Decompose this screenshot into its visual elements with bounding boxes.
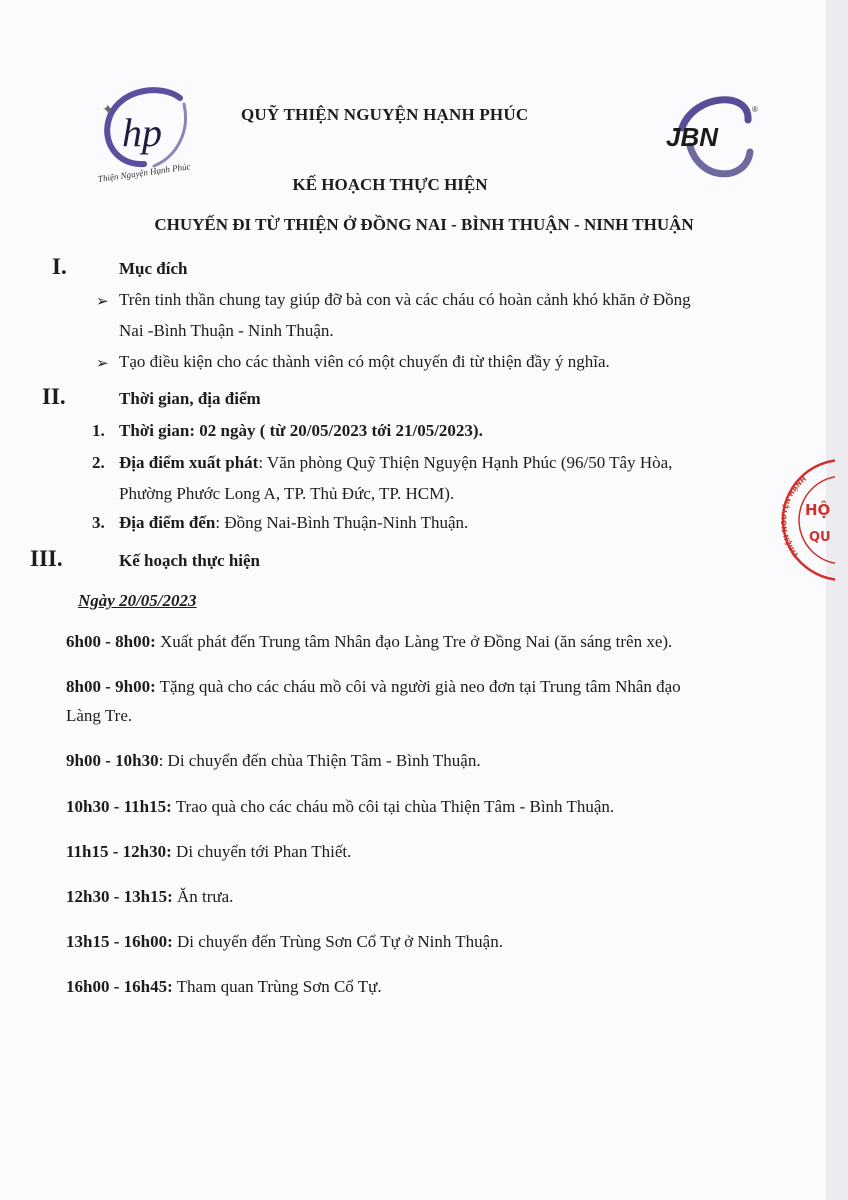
schedule-desc: Di chuyển tới Phan Thiết.: [171, 842, 352, 861]
item-2-text: : Văn phòng Quỹ Thiện Nguyện Hạnh Phúc (96/50 Tây Hòa,: [258, 453, 673, 472]
item-2-number: 2.: [92, 453, 105, 472]
schedule-desc: Ăn trưa.: [172, 887, 234, 906]
hp-logo: [92, 80, 202, 190]
schedule-item: [66, 887, 233, 907]
scan-edge: [826, 0, 848, 1200]
document-title: KẾ HOẠCH THỰC HIỆN: [292, 175, 488, 194]
jbn-logo: [660, 90, 770, 185]
section-2-numeral: II.: [42, 384, 66, 409]
hp-logo-tagline: Thiện Nguyện Hạnh Phúc: [97, 161, 192, 185]
section-1-numeral: I.: [52, 254, 67, 279]
hp-logo-text: hp: [122, 110, 162, 155]
item-3-label: Địa điểm đến: [119, 513, 216, 532]
jbn-logo-text: JBN: [666, 122, 719, 152]
schedule-time: 6h00 - 8h00:: [66, 632, 156, 651]
schedule-desc: Tham quan Trùng Sơn Cổ Tự.: [172, 977, 382, 996]
section-1-heading: Mục đích: [119, 259, 188, 278]
red-stamp: [775, 455, 835, 585]
schedule-desc: Tặng quà cho các cháu mồ côi và người già neo đơn tại Trung tâm Nhân đạo: [155, 677, 681, 696]
schedule-desc: : Di chuyển đến chùa Thiện Tâm - Bình Thuận.: [158, 751, 481, 770]
item-2-label: Địa điểm xuất phát: [119, 453, 259, 472]
bullet-1-line2: Nai -Bình Thuận - Ninh Thuận.: [119, 321, 334, 340]
stamp-arc-text: THIỆN NGUYỆN HẠNH: [780, 474, 808, 559]
day-heading: Ngày 20/05/2023: [78, 591, 197, 610]
stamp-icon: [775, 455, 835, 585]
bullet-arrow-icon: ➢: [96, 356, 109, 372]
schedule-item: [66, 751, 481, 771]
section-3-numeral: III.: [30, 546, 63, 571]
schedule-desc: Xuất phát đến Trung tâm Nhân đạo Làng Tre ở Đồng Nai (ăn sáng trên xe).: [155, 632, 673, 651]
bullet-2-line1: Tạo điều kiện cho các thành viên có một chuyến đi từ thiện đầy ý nghĩa.: [119, 352, 610, 371]
schedule-time: 10h30 - 11h15:: [66, 797, 172, 816]
item-2-line1: [119, 453, 672, 473]
schedule-desc: Di chuyển đến Trùng Sơn Cổ Tự ở Ninh Thuận.: [172, 932, 503, 951]
stamp-line2: QU: [809, 530, 831, 545]
schedule-time: 9h00 - 10h30: [66, 751, 159, 770]
schedule-item: [66, 797, 614, 817]
registered-mark: ®: [752, 105, 758, 114]
section-3-heading: Kế hoạch thực hiện: [119, 551, 261, 570]
item-3-text: : Đồng Nai-Bình Thuận-Ninh Thuận.: [215, 513, 469, 532]
item-3-line: [119, 513, 468, 533]
schedule-item: [66, 677, 681, 697]
jbn-logo-icon: [660, 90, 770, 185]
bullet-arrow-icon: ➢: [96, 294, 109, 310]
schedule-item: [66, 932, 503, 952]
schedule-time: 8h00 - 9h00:: [66, 677, 156, 696]
stamp-line1: HỘ: [805, 501, 831, 519]
item-2-line2: Phường Phước Long A, TP. Thủ Đức, TP. HCM).: [119, 484, 455, 503]
item-1-label: Thời gian: 02 ngày ( từ 20/05/2023 tới 21/05/2023).: [119, 421, 483, 440]
schedule-time: 13h15 - 16h00:: [66, 932, 173, 951]
schedule-desc: Trao quà cho các cháu mồ côi tại chùa Thiện Tâm - Bình Thuận.: [171, 797, 615, 816]
document-subtitle: CHUYẾN ĐI TỪ THIỆN Ở ĐỒNG NAI - BÌNH THUẬN - NINH THUẬN: [154, 215, 694, 234]
bullet-1-line1: Trên tinh thần chung tay giúp đỡ bà con và các cháu có hoàn cảnh khó khăn ở Đồng: [119, 290, 691, 309]
schedule-item: [66, 842, 351, 862]
svg-text:✦: ✦: [102, 102, 114, 118]
schedule-item-line2: Làng Tre.: [66, 706, 133, 725]
item-1-number: 1.: [92, 421, 105, 440]
schedule-item: [66, 632, 672, 652]
item-3-number: 3.: [92, 513, 105, 532]
schedule-item: [66, 977, 382, 997]
svg-text:THIỆN NGUYỆN HẠNH: [780, 475, 808, 559]
org-name: QUỸ THIỆN NGUYỆN HẠNH PHÚC: [241, 105, 529, 124]
hp-logo-icon: [92, 80, 202, 190]
schedule-time: 12h30 - 13h15:: [66, 887, 173, 906]
schedule-time: 16h00 - 16h45:: [66, 977, 173, 996]
section-2-heading: Thời gian, địa điểm: [119, 389, 261, 408]
schedule-time: 11h15 - 12h30:: [66, 842, 172, 861]
